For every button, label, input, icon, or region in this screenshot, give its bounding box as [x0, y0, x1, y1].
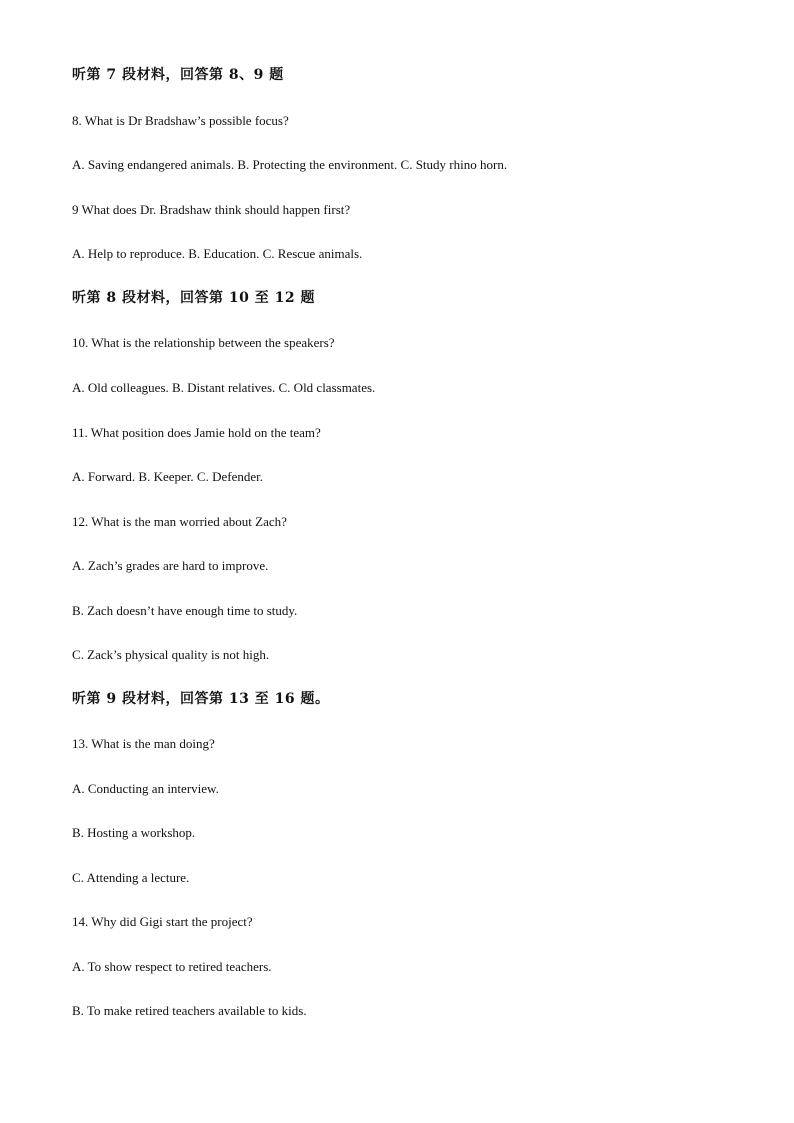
- section-heading-8: 听第 8 段材料，回答第 10 至 12 题: [72, 290, 315, 306]
- question-10-options: A. Old colleagues. B. Distant relatives. C. Old classmates.: [72, 380, 376, 395]
- question-13-option-c: C. Attending a lecture.: [72, 870, 190, 885]
- question-13-option-a: A. Conducting an interview.: [72, 781, 219, 796]
- question-13: 13. What is the man doing?: [72, 736, 215, 751]
- question-8: 8. What is Dr Bradshaw’s possible focus?: [72, 113, 289, 128]
- question-12: 12. What is the man worried about Zach?: [72, 514, 287, 529]
- question-12-option-b: B. Zach doesn’t have enough time to study.: [72, 603, 298, 618]
- question-11-options: A. Forward. B. Keeper. C. Defender.: [72, 469, 263, 484]
- question-13-option-b: B. Hosting a workshop.: [72, 825, 196, 840]
- question-12-option-a: A. Zach’s grades are hard to improve.: [72, 558, 269, 573]
- question-11: 11. What position does Jamie hold on the team?: [72, 425, 321, 440]
- question-10: 10. What is the relationship between the speakers?: [72, 335, 335, 350]
- section-heading-7: 听第 7 段材料，回答第 8、9 题: [72, 67, 284, 83]
- question-12-option-c: C. Zack’s physical quality is not high.: [72, 647, 270, 662]
- question-14-option-b: B. To make retired teachers available to kids.: [72, 1003, 307, 1018]
- question-8-options: A. Saving endangered animals. B. Protecting the environment. C. Study rhino horn.: [72, 157, 508, 172]
- question-9: 9 What does Dr. Bradshaw think should happen first?: [72, 202, 351, 217]
- question-14-option-a: A. To show respect to retired teachers.: [72, 959, 272, 974]
- question-9-options: A. Help to reproduce. B. Education. C. Rescue animals.: [72, 246, 363, 261]
- question-14: 14. Why did Gigi start the project?: [72, 914, 253, 929]
- section-heading-9: 听第 9 段材料，回答第 13 至 16 题。: [72, 691, 330, 707]
